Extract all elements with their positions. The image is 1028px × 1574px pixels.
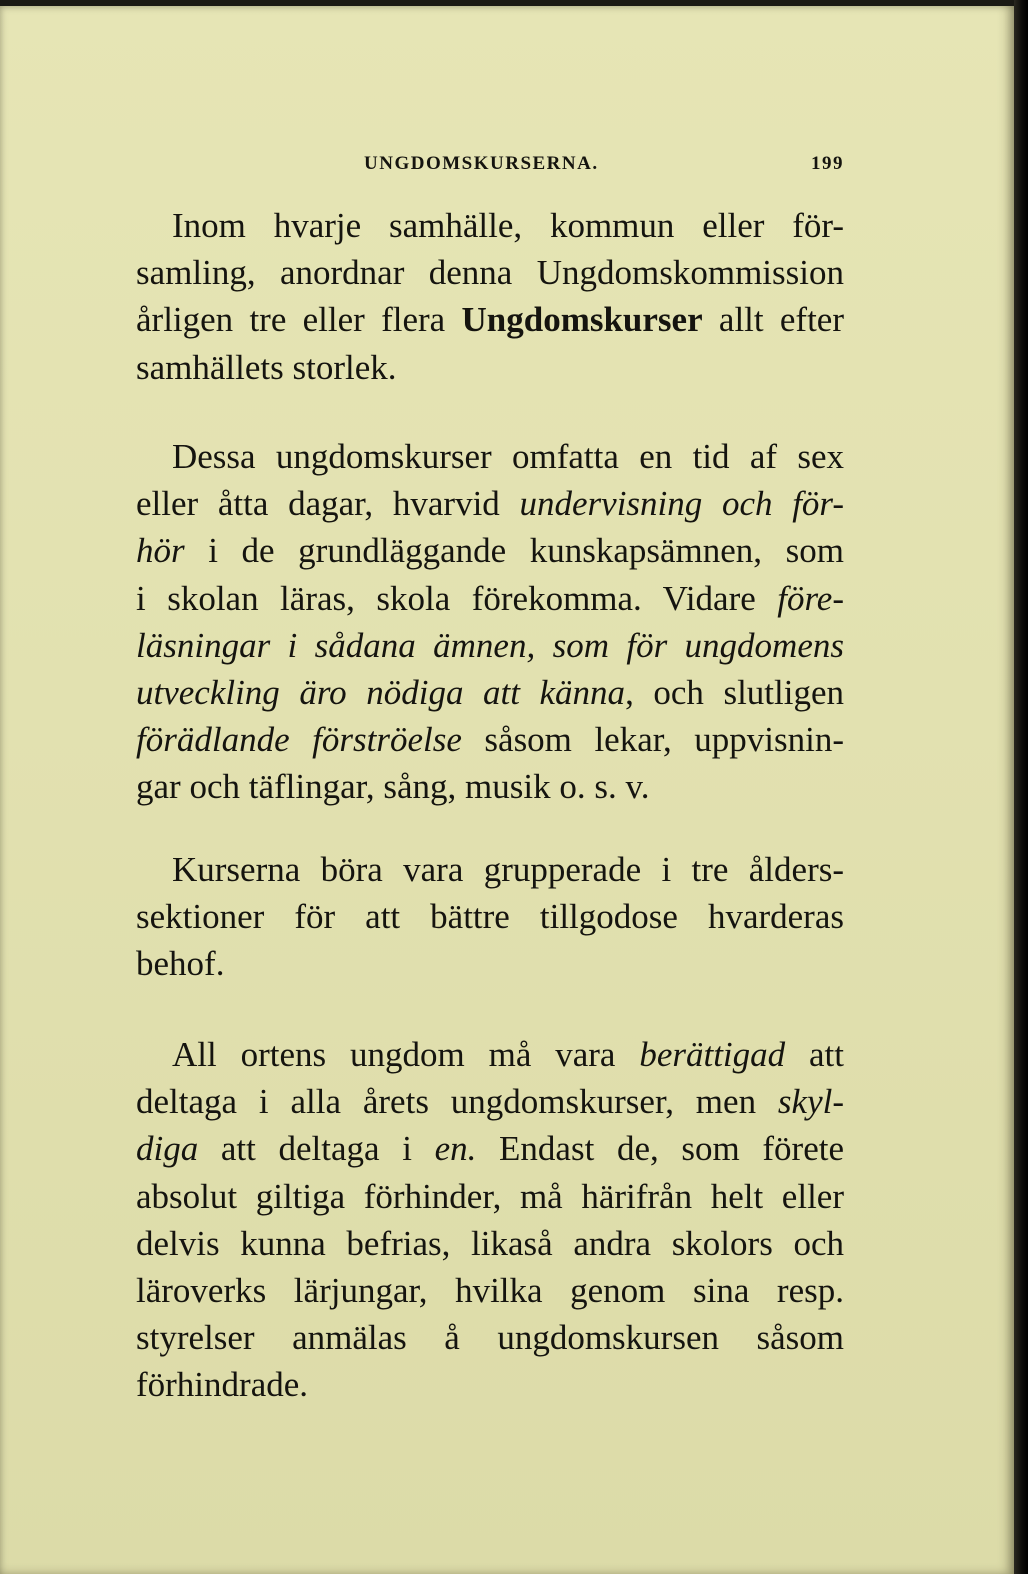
text-run: deltaga i alla årets ungdomskurser, men [136,1082,778,1122]
text-run: att [785,1035,845,1074]
text-run: läroverks lärjungar, hvilka genom sina resp. [136,1271,844,1311]
italic-text: läsningar i sådana ämnen, som för ungdomens [136,625,844,665]
text-run: behof. [136,944,225,984]
text-line [136,1220,844,1267]
italic-text: skyl- [777,1082,844,1122]
text-line [136,527,844,574]
text-line [136,344,844,391]
text-run: förhindrade. [136,1365,309,1405]
text-run: allt efter [702,300,844,340]
italic-text: utveckling äro nödiga att känna [136,673,626,713]
text-line [136,480,844,527]
italic-text: undervisning och för- [519,484,844,524]
text-run: Endast de, som förete [476,1129,844,1169]
text-run: samling, anordnar denna Ungdomskommission [136,253,844,293]
text-run: i skolan läras, skola förekomma. Vidare [136,578,778,618]
text-line [136,1031,844,1078]
paragraph-2 [136,433,844,811]
page-number: 199 [811,153,844,174]
italic-text: hör [136,531,185,571]
italic-text: förädlande förströelse [136,720,462,760]
italic-text: före- [777,578,844,618]
text-run: såsom lekar, uppvisnin- [461,720,845,760]
text-line [136,1173,844,1220]
text-line [136,1078,844,1125]
text-run: eller åtta dagar, hvarvid [136,484,520,524]
italic-text: en. [434,1129,477,1169]
text-run: absolut giltiga förhinder, må härifrån helt eller [136,1176,844,1216]
paragraph-3 [136,846,844,988]
italic-text: diga [136,1129,199,1169]
text-line [136,1314,844,1361]
text-run: , och slutligen [625,673,845,713]
text-run: årligen tre eller flera [136,300,462,340]
text-line [136,622,844,669]
text-run: samhällets storlek. [136,347,397,387]
text-run: delvis kunna befrias, likaså andra skolors och [136,1223,844,1263]
text-line [136,1125,844,1172]
text-run: styrelser anmälas å ungdomskursen såsom [136,1318,844,1358]
text-line [136,575,844,622]
paragraph-1 [136,202,844,391]
text-line [136,1361,844,1408]
text-line [136,893,844,940]
text-line [136,940,844,987]
running-title: UNGDOMSKURSERNA. [364,153,599,174]
page-header [136,146,844,182]
text-line [136,763,844,810]
text-run: All ortens ungdom må vara [172,1035,640,1074]
text-line [136,1267,844,1314]
italic-text: berättigad [639,1035,786,1074]
text-run: sektioner för att bättre tillgodose hvarderas [136,897,844,937]
text-run: Kurserna böra vara grupperade i tre ålders- [172,850,844,889]
text-line [136,669,844,716]
page-top-edge [0,0,1014,6]
text-line [136,433,844,480]
text-run: att deltaga i [198,1129,435,1169]
text-run: i de grundläggande kunskapsämnen, som [184,531,844,571]
paragraph-4 [136,1031,844,1409]
text-run: Dessa ungdomskurser omfatta en tid af sex [172,437,844,476]
text-line [136,296,844,343]
text-line [136,202,844,249]
bold-text: Ungdomskurser [461,300,703,340]
text-run: Inom hvarje samhälle, kommun eller för- [172,206,844,245]
text-line [136,249,844,296]
text-line [136,846,844,893]
page-right-edge [1014,0,1028,1574]
text-run: gar och täflingar, sång, musik o. s. v. [136,767,650,807]
text-line [136,716,844,763]
